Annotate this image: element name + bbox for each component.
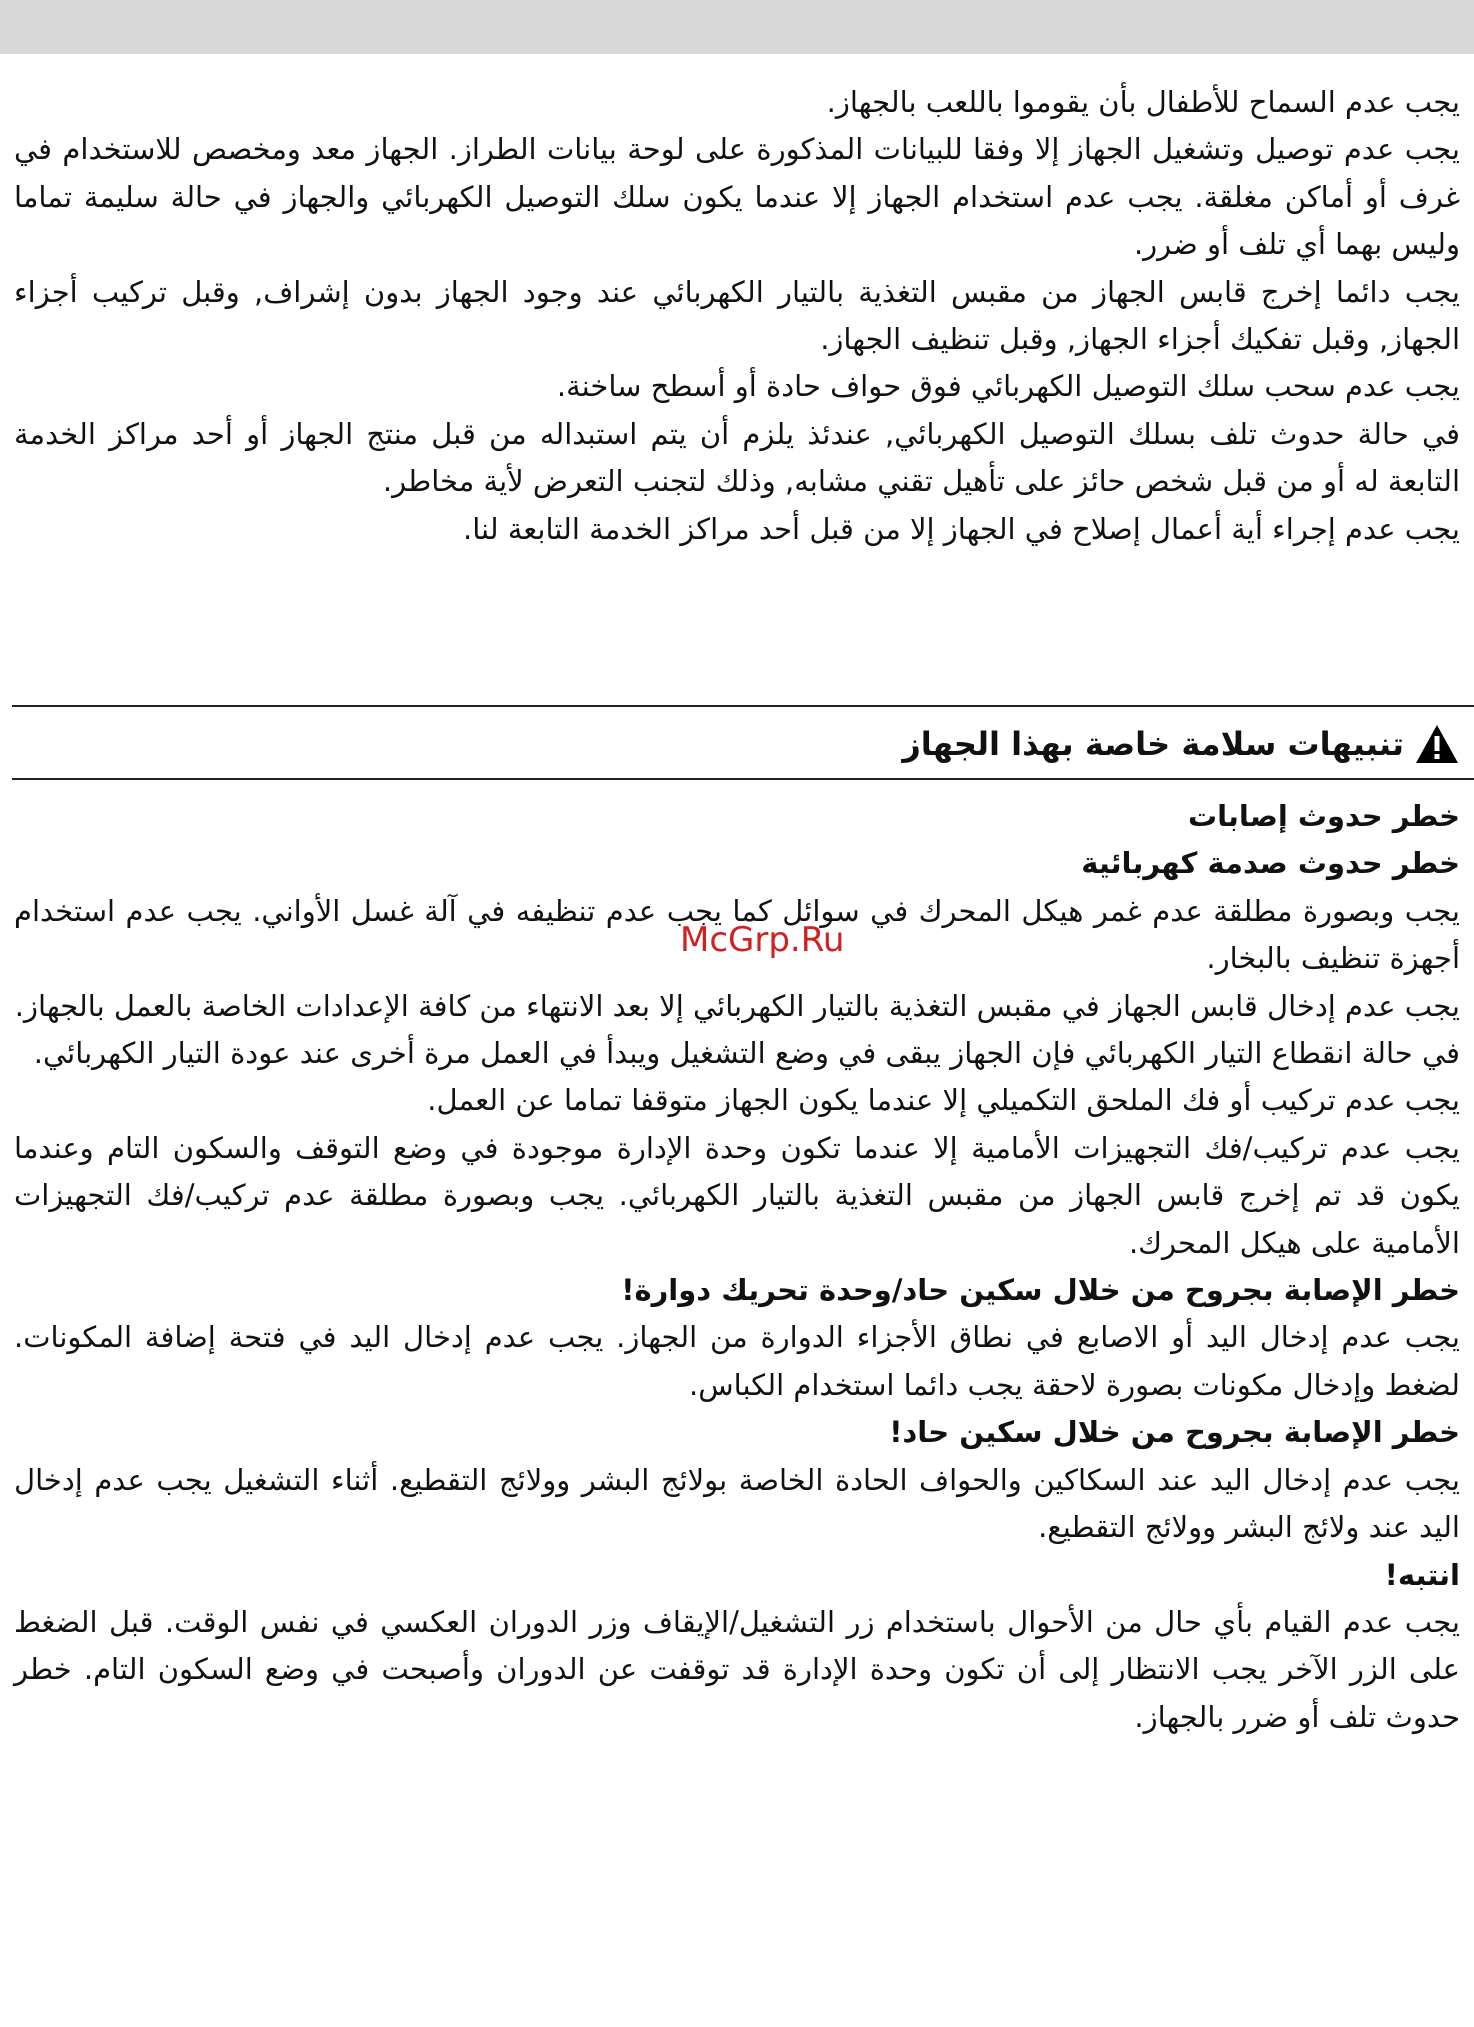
divider-bottom: [12, 778, 1474, 780]
paragraph-accessory: يجب عدم تركيب أو فك الملحق التكميلي إلا عندما يكون الجهاز متوقفا تماما عن العمل.: [427, 1083, 1460, 1118]
paragraph-plug-in-after-setup: يجب عدم إدخال قابس الجهاز في مقبس التغذية بالتيار الكهربائي إلا بعد الانتهاء من كافة الإعدادات الخاصة بالعمل بالجهاز.: [14, 988, 1460, 1023]
heading-injury-risk: خطر حدوث إصابات: [1188, 799, 1460, 833]
general-safety-section: [14, 79, 1460, 553]
paragraph-no-immersion: يجب وبصورة مطلقة عدم غمر هيكل المحرك في سوائل كما يجب عدم تنظيفه في آلة غسل الأواني. يجب عدم استخدام أجهزة تنظيف بالبخار.: [14, 893, 1460, 976]
paragraph-front-attachments: يجب عدم تركيب/فك التجهيزات الأمامية إلا عندما تكون وحدة الإدارة موجودة في وضع التوقف والسكون التام وعندما يكون قد تم إخرج قابس الجهاز من مقبس التغذية بالتيار الكهربائي. يجب وبصورة مطلقة عدم تركيب/فك التجهيزات الأمامية على هيكل المحرك.: [14, 1130, 1460, 1260]
warning-triangle-icon: [1414, 723, 1460, 765]
paragraph-children: يجب عدم السماح للأطفال بأن يقوموا باللعب بالجهاز.: [826, 85, 1460, 119]
paragraph-rotating-parts: يجب عدم إدخال اليد أو الاصابع في نطاق الأجزاء الدوارة من الجهاز. يجب عدم إدخال اليد في فتحة إضافة المكونات. لضغط وإدخال مكونات بصورة لاحقة يجب دائما استخدام الكباس.: [14, 1320, 1460, 1402]
divider-top: [12, 705, 1474, 707]
paragraph-power-failure: في حالة انقطاع التيار الكهربائي فإن الجهاز يبقى في وضع التشغيل ويبدأ في العمل مرة أخرى عند عودة التيار الكهربائي.: [33, 1036, 1460, 1071]
safety-heading-title: تنبيهات سلامة خاصة بهذا الجهاز: [902, 725, 1404, 763]
paragraph-buttons: يجب عدم القيام بأي حال من الأحوال باستخدام زر التشغيل/الإيقاف وزر الدوران العكسي في نفس الوقت. قبل الضغط على الزر الآخر يجب الانتظار إلى أن تكون وحدة الإدارة قد توقفت عن الدوران وأصبحت في وضع السكون التام. خطر حدوث تلف أو ضرر بالجهاز.: [14, 1604, 1460, 1734]
heading-cut-blade: خطر الإصابة بجروح من خلال سكين حاد!: [889, 1415, 1460, 1450]
paragraph-unplug: يجب دائما إخرج قابس الجهاز من مقبس التغذية بالتيار الكهربائي عند وجود الجهاز بدون إشراف, وقبل تركيب أجزاء الجهاز, وقبل تفكيك أجزاء الجهاز, وقبل تنظيف الجهاز.: [14, 274, 1460, 357]
watermark: McGrp.Ru: [680, 920, 845, 960]
paragraph-repairs: يجب عدم إجراء أية أعمال إصلاح في الجهاز إلا من قبل أحد مراكز الخدمة التابعة لنا.: [462, 511, 1460, 546]
paragraph-cord-damage: في حالة حدوث تلف بسلك التوصيل الكهربائي, عندئذ يلزم أن يتم استبداله من قبل منتج الجهاز أو أحد مراكز الخدمة التابعة له أو من قبل شخص حائز على تأهيل تقني مشابه, وذلك لتجنب التعرض لأية مخاطر.: [14, 416, 1460, 499]
heading-cut-rotating: خطر الإصابة بجروح من خلال سكين حاد/وحدة تحريك دوارة!: [621, 1273, 1460, 1308]
paragraph-cord-edges: يجب عدم سحب سلك التوصيل الكهربائي فوق حواف حادة أو أسطح ساخنة.: [556, 369, 1460, 404]
safety-heading: [14, 718, 1460, 770]
heading-attention: انتبه!: [1384, 1557, 1460, 1592]
paragraph-rating-plate: يجب عدم توصيل وتشغيل الجهاز إلا وفقا للبيانات المذكورة على لوحة بيانات الطراز. الجهاز معد ومخصص للاستخدام في غرف أو أماكن مغلقة. يجب عدم استخدام الجهاز إلا عندما يكون سلك التوصيل الكهربائي والجهاز في حالة سليمة تماما وليس بهما أي تلف أو ضرر.: [14, 132, 1460, 262]
heading-electric-shock: خطر حدوث صدمة كهربائية: [1081, 846, 1460, 881]
top-gray-bar: [0, 0, 1474, 54]
paragraph-blades: يجب عدم إدخال اليد عند السكاكين والحواف الحادة الخاصة بولائج البشر وولائج التقطيع. أثناء التشغيل يجب عدم إدخال اليد عند ولائج البشر وولائج التقطيع.: [14, 1462, 1460, 1545]
